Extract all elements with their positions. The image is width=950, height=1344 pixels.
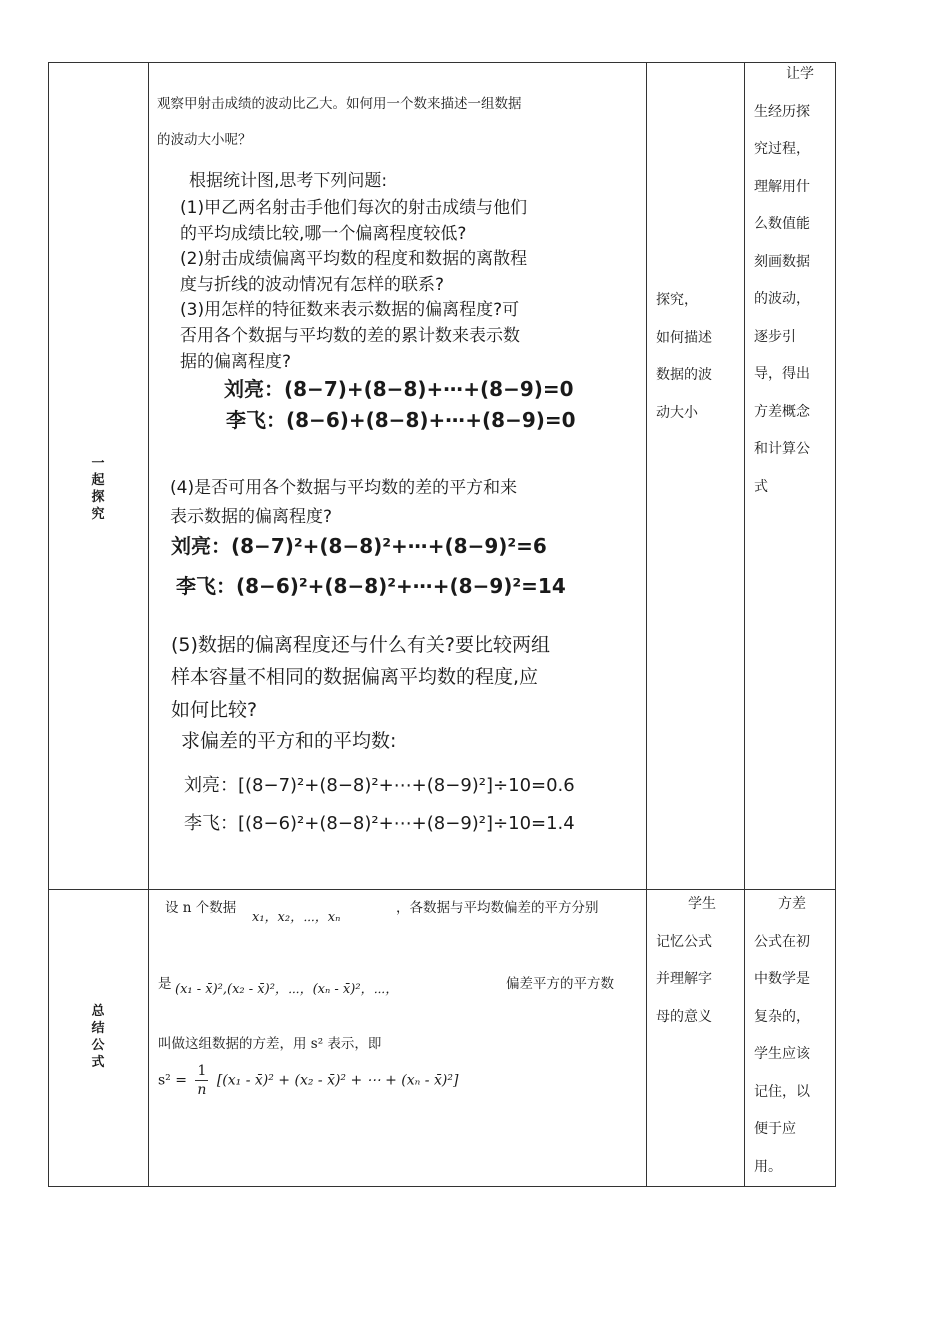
question-3: 据的偏离程度? [180, 352, 292, 372]
section-label-explore: 一 起 探 究 [91, 456, 105, 522]
question-5: 如何比较? [171, 699, 258, 721]
column-divider [646, 63, 647, 1186]
student-activity: 学生 记忆公式 并理解字 母的意义 [656, 896, 716, 1025]
formula-intro: 设 n 个数据 [165, 900, 237, 916]
design-intent: 让学 生经历探 究过程， 理解用什 么数值能 刻画数据 的波动， 逐步引 导，得出 方差概念 和计算公 式 [754, 66, 814, 495]
formula-intro: 是 [158, 976, 172, 992]
row-divider [49, 889, 835, 890]
question-2: (2)射击成绩偏离平均数的程度和数据的离散程 [180, 249, 528, 269]
question-2: 度与折线的波动情况有怎样的联系? [180, 275, 445, 295]
question-3: (3)用怎样的特征数来表示数据的偏离程度?可 [180, 300, 520, 320]
equation-lifei-variance: 李飞：[(8−6)²+(8−8)²+⋯+(8−9)²]÷10=1.4 [184, 813, 575, 834]
data-variables: x₁，x₂，⋯，xₙ [252, 910, 341, 925]
equation-liuliang-variance: 刘亮：[(8−7)²+(8−8)²+⋯+(8−9)²]÷10=0.6 [184, 775, 575, 796]
section-label-formula: 总 结 公 式 [91, 1004, 105, 1070]
variance-formula: s² = $\frac{1}{n}$ [(x₁ - x̄)² + (x₂ - x̄)² + ⋯ + (xₙ - x̄)²] [158, 1063, 459, 1098]
column-divider [148, 63, 149, 1186]
column-divider [744, 63, 745, 1186]
question-1: 的平均成绩比较,哪一个偏离程度较低? [180, 224, 467, 244]
formula-intro: 偏差平方的平方数 [506, 976, 614, 992]
question-5: (5)数据的偏离程度还与什么有关?要比较两组 [171, 634, 550, 656]
question-1: (1)甲乙两名射击手他们每次的射击成绩与他们 [180, 198, 528, 218]
design-intent: 方差 公式在初 中数学是 复杂的， 学生应该 记住，以 便于应 用。 [754, 896, 810, 1175]
equation-liuliang-sum: 刘亮：(8−7)+(8−8)+⋯+(8−9)=0 [224, 377, 574, 401]
question-3: 否用各个数据与平均数的差的累计数来表示数 [180, 326, 520, 346]
deviation-squares: (x₁ - x̄)²,(x₂ - x̄)²，⋯，(xₙ - x̄)²，⋯， [175, 982, 399, 997]
mean-prompt: 求偏差的平方和的平均数: [181, 730, 397, 752]
prompt-text: 根据统计图,思考下列问题: [189, 171, 388, 191]
intro-text: 观察甲射击成绩的波动比乙大。如何用一个数来描述一组数据 [157, 96, 522, 112]
formula-intro: ，各数据与平均数偏差的平方分别 [396, 900, 599, 916]
equation-liuliang-squares: 刘亮：(8−7)²+(8−8)²+⋯+(8−9)²=6 [171, 534, 547, 558]
equation-lifei-sum: 李飞：(8−6)+(8−8)+⋯+(8−9)=0 [226, 408, 576, 432]
question-5: 样本容量不相同的数据偏离平均数的程度,应 [171, 666, 539, 688]
question-4: (4)是否可用各个数据与平均数的差的平方和来 [170, 478, 518, 498]
intro-text: 的波动大小呢？ [157, 132, 252, 148]
formula-intro: 叫做这组数据的方差，用 s² 表示，即 [158, 1036, 382, 1052]
question-4: 表示数据的偏离程度? [170, 507, 333, 527]
student-activity: 探究， 如何描述 数据的波 动大小 [656, 292, 712, 421]
equation-lifei-squares: 李飞：(8−6)²+(8−8)²+⋯+(8−9)²=14 [176, 574, 566, 598]
